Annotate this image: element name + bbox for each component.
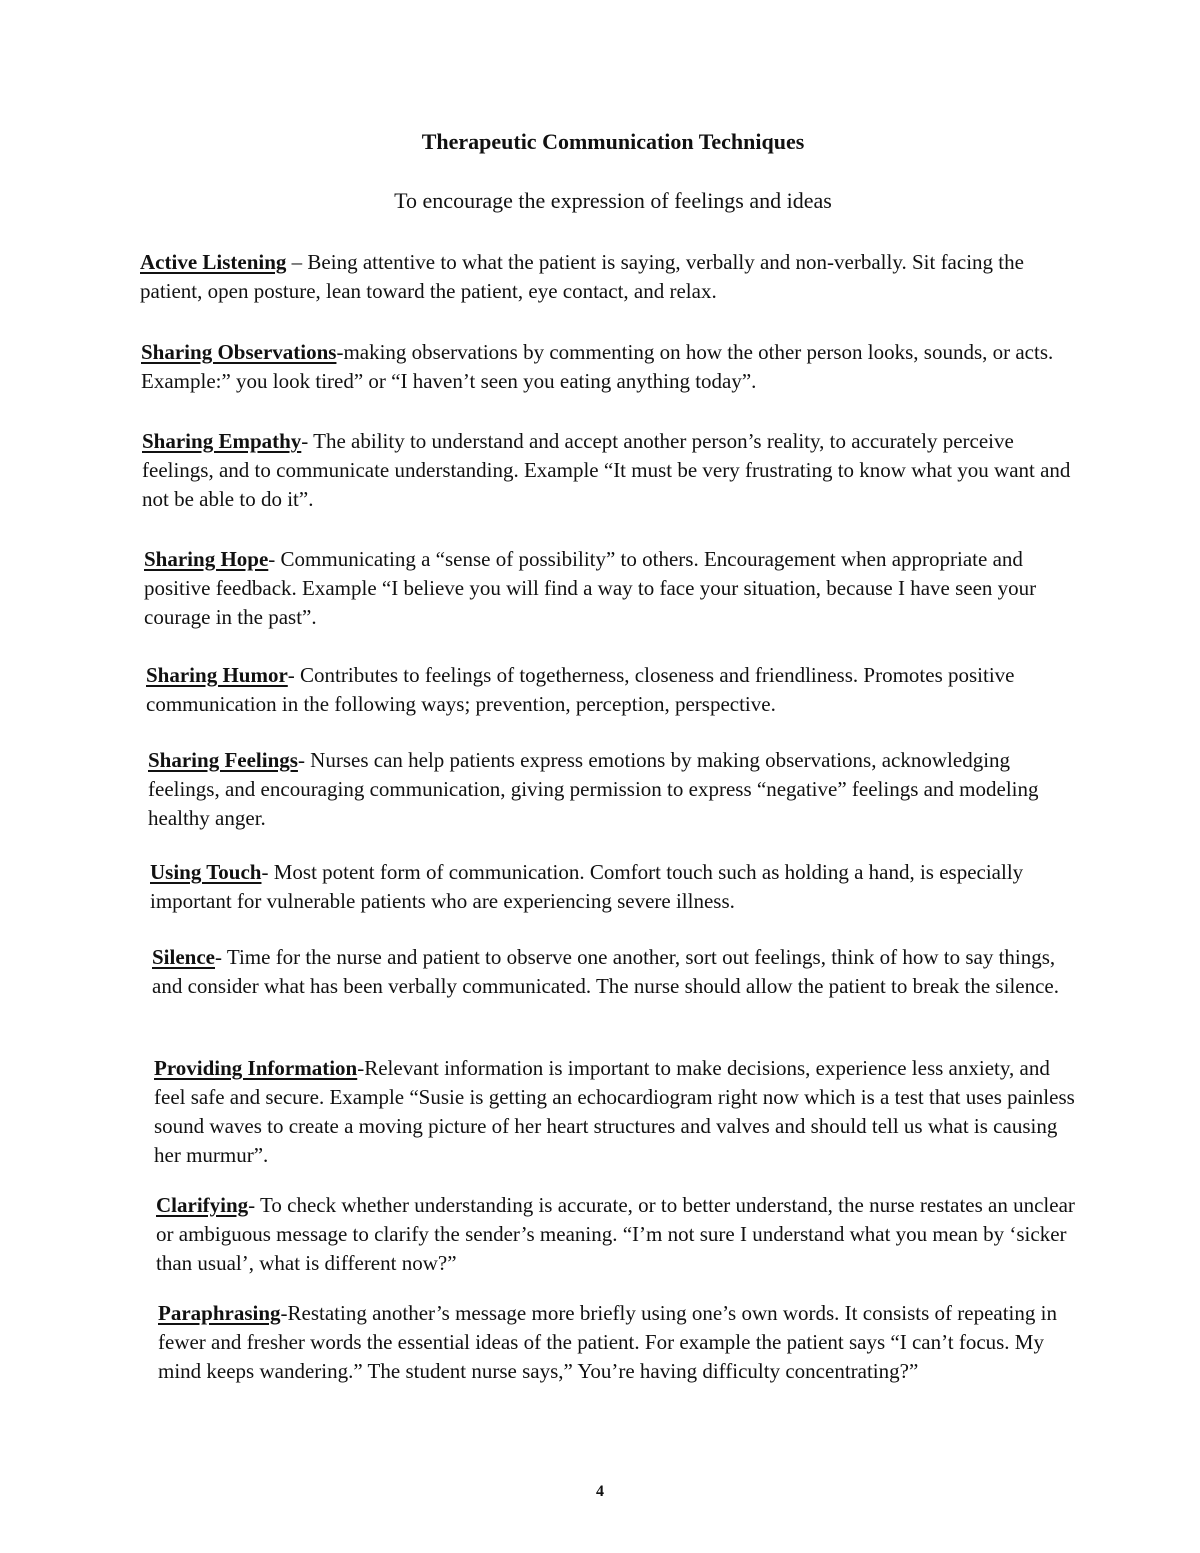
- entry-term: Using Touch: [150, 860, 262, 884]
- entry-text: - Most potent form of communication. Comfort touch such as holding a hand, is especially important for vulnerable patients who are experiencing severe illness.: [150, 860, 1024, 913]
- entry-text: - Communicating a “sense of possibility” to others. Encouragement when appropriate and positive feedback. Example “I believe you will find a way to face your situation, because I have seen your courage in the past”.: [144, 547, 1037, 629]
- page-title: Therapeutic Communication Techniques: [421, 129, 805, 154]
- entry-term: Sharing Observations: [141, 340, 337, 364]
- entry-sharing-empathy: [142, 427, 1072, 514]
- entry-clarifying: [156, 1191, 1086, 1278]
- entry-term: Clarifying: [156, 1193, 249, 1217]
- entry-providing-information: [154, 1054, 1084, 1170]
- entry-term: Silence: [152, 945, 215, 969]
- entry-active-listening: [140, 248, 1070, 306]
- entry-text: -Relevant information is important to make decisions, experience less anxiety, and feel safe and secure. Example “Susie is getting an echocardiogram right now which is a test that uses painless sound waves to create a moving picture of her heart structures and valves and should tell us what is causing her murmur”.: [154, 1056, 1075, 1167]
- entry-text: - The ability to understand and accept another person’s reality, to accurately perceive feelings, and to communicate understanding. Example “It must be very frustrating to know what you want and not be able to do it”.: [142, 429, 1071, 511]
- entry-using-touch: [150, 858, 1080, 916]
- entry-text: - Nurses can help patients express emotions by making observations, acknowledging feelings, and encouraging communication, giving permission to express “negative” feelings and modeling healthy anger.: [148, 748, 1039, 830]
- page-number: 4: [596, 1483, 604, 1500]
- entry-term: Providing Information: [154, 1056, 358, 1080]
- page-subtitle: To encourage the expression of feelings and ideas: [394, 188, 832, 213]
- entry-term: Sharing Humor: [146, 663, 288, 687]
- entry-term: Sharing Empathy: [142, 429, 302, 453]
- entry-term: Sharing Hope: [144, 547, 269, 571]
- entry-text: - Contributes to feelings of togetherness, closeness and friendliness. Promotes positive communication in the following ways; prevention, perception, perspective.: [146, 663, 1015, 716]
- entry-paraphrasing: [158, 1299, 1088, 1386]
- entry-text: - To check whether understanding is accurate, or to better understand, the nurse restates an unclear or ambiguous message to clarify the sender’s meaning. “I’m not sure I understand what you mean by ‘sicker than usual’, what is different now?”: [156, 1193, 1075, 1275]
- entry-silence: [152, 943, 1082, 1001]
- entry-sharing-feelings: [148, 746, 1078, 833]
- entry-text: - Time for the nurse and patient to observe one another, sort out feelings, think of how to say things, and consider what has been verbally communicated. The nurse should allow the patient to break the silence.: [152, 945, 1059, 998]
- entry-term: Paraphrasing: [158, 1301, 281, 1325]
- entry-sharing-humor: [146, 661, 1076, 719]
- entry-term: Active Listening: [140, 250, 287, 274]
- entry-sharing-hope: [144, 545, 1074, 632]
- entry-sharing-observations: [141, 338, 1071, 396]
- entry-text: – Being attentive to what the patient is saying, verbally and non-verbally. Sit facing the patient, open posture, lean toward the patient, eye contact, and relax.: [140, 250, 1024, 303]
- entry-text: -Restating another’s message more briefly using one’s own words. It consists of repeating in fewer and fresher words the essential ideas of the patient. For example the patient says “I can’t focus. My mind keeps wandering.” The student nurse says,” You’re having difficulty concentrating?”: [158, 1301, 1057, 1383]
- entry-text: -making observations by commenting on how the other person looks, sounds, or acts. Example:” you look tired” or “I haven’t seen you eating anything today”.: [141, 340, 1054, 393]
- entry-term: Sharing Feelings: [148, 748, 298, 772]
